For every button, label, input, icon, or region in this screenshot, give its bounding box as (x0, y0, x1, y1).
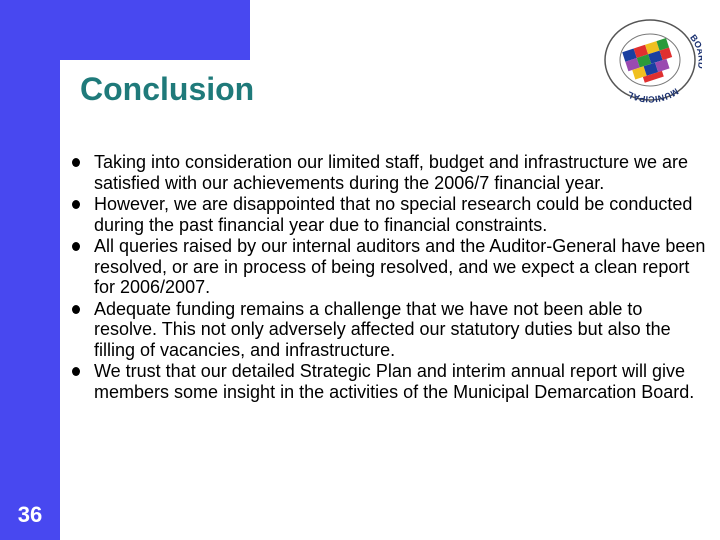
bullet-item (70, 236, 710, 298)
bullet-item (70, 194, 710, 235)
conclusion-bullet-list (70, 152, 710, 403)
slide-title: Conclusion (80, 71, 255, 107)
logo-text-right: B (688, 32, 701, 44)
top-accent-block (60, 0, 250, 60)
bullet-item (70, 152, 710, 193)
logo-seal-icon (598, 14, 702, 104)
bullet-item (70, 361, 710, 402)
municipal-demarcation-board-logo (598, 14, 702, 104)
bullet-item (70, 299, 710, 361)
logo-text-bottom: MUNICIPAL (625, 86, 681, 104)
slide-number: 36 (17, 502, 43, 527)
bullet-text: However, we are disappointed that no special research could be conducted during the past financial year due to financial constraints. (94, 194, 693, 235)
logo-text-top (598, 14, 672, 17)
left-accent-bar (0, 0, 60, 540)
bullet-dot-icon (72, 242, 80, 251)
bullet-dot-icon (72, 200, 80, 209)
bullet-dot-icon (72, 305, 80, 314)
bullet-dot-icon (72, 158, 80, 167)
bullet-text: All queries raised by our internal auditors and the Auditor-General have been resolved, or are in process of being resolved, and we expect a clean report for 2006/2007. (94, 236, 706, 297)
bullet-text: We trust that our detailed Strategic Plan and interim annual report will give members some insight in the activities of the Municipal Demarcation Board. (94, 361, 695, 402)
bullet-text: Taking into consideration our limited staff, budget and infrastructure we are satisfied with our achievements during the 2006/7 financial year. (94, 152, 688, 193)
bullet-dot-icon (72, 367, 80, 376)
bullet-text: Adequate funding remains a challenge that we have not been able to resolve. This not only adversely affected our statutory duties but also the filling of vacancies, and infrastructure. (94, 298, 671, 360)
